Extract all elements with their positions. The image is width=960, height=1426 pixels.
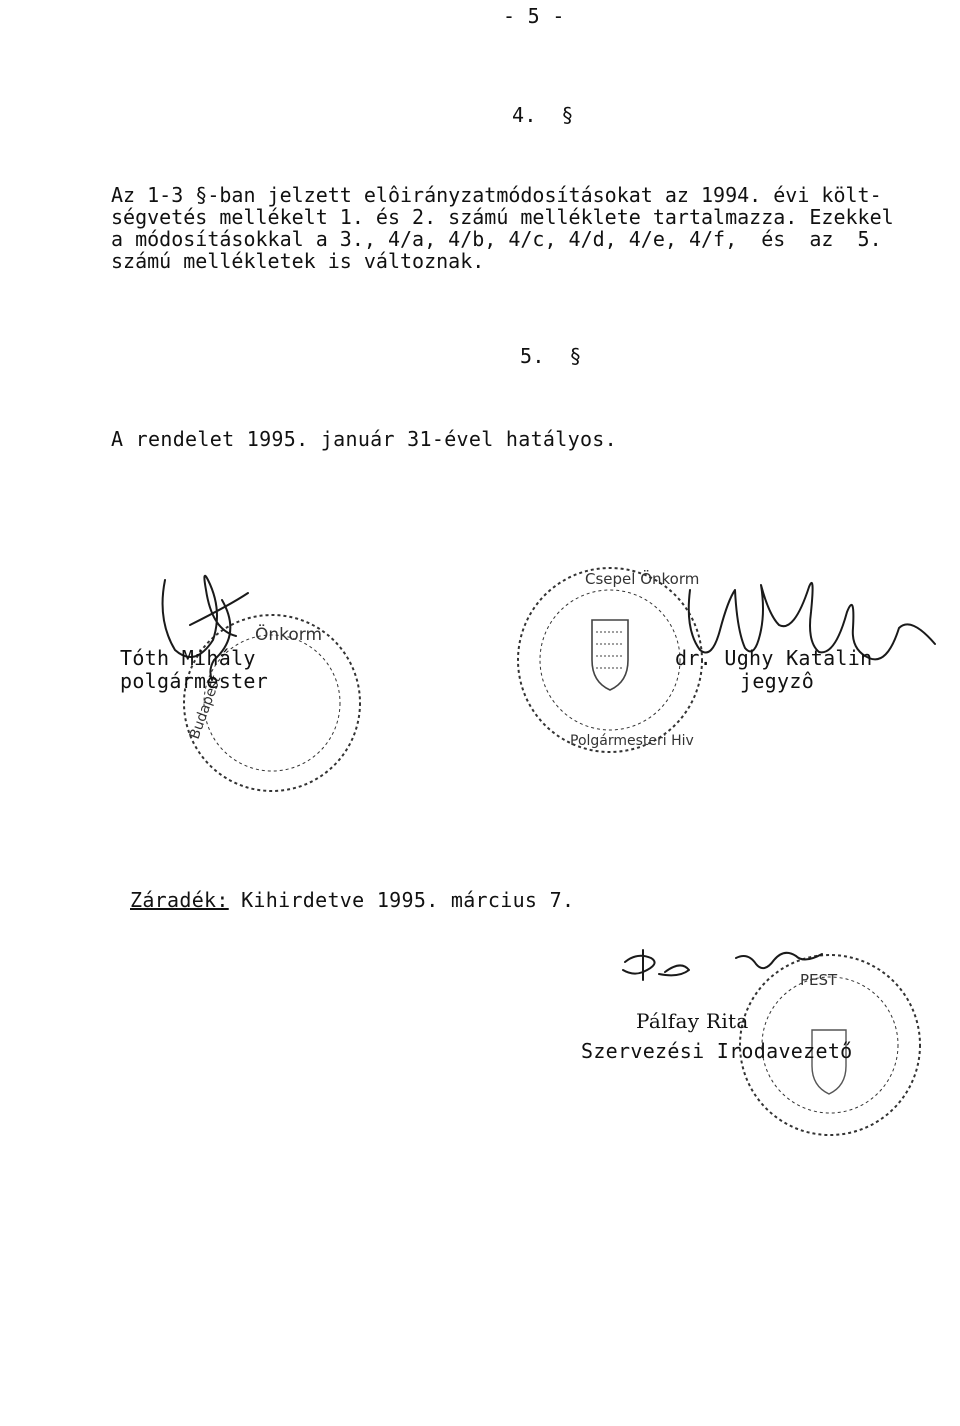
svg-text:PEST: PEST xyxy=(800,971,838,989)
clause-label: Záradék: xyxy=(130,888,229,912)
section-4-line-4: számú mellékletek is változnak. xyxy=(111,249,485,273)
mayor-title: polgármester xyxy=(120,669,269,693)
svg-text:Polgármesteri Hiv: Polgármesteri Hiv xyxy=(570,733,694,749)
section-5-body: A rendelet 1995. január 31-ével hatályos. xyxy=(111,427,617,451)
clause-text: Kihirdetve 1995. március 7. xyxy=(228,888,575,912)
svg-text:Budapest: Budapest xyxy=(186,673,225,742)
clause-line xyxy=(130,889,574,911)
section-4-heading: 4. § xyxy=(512,103,574,127)
section-4-line-2: ségvetés mellékelt 1. és 2. számú melléklete tartalmazza. Ezekkel xyxy=(111,205,894,229)
bottom-signature xyxy=(623,950,822,980)
section-4-line-3: a módosításokkal a 3., 4/a, 4/b, 4/c, 4/d, 4/e, 4/f, és az 5. xyxy=(111,227,882,251)
notary-title: jegyzô xyxy=(740,669,815,693)
left-official-stamp xyxy=(184,615,360,791)
mayor-name: Tóth Mihály xyxy=(120,646,256,670)
office-head-name: Pálfay Rita xyxy=(636,1009,749,1033)
section-4-line-1: Az 1-3 §-ban jelzett elôirányzatmódosításokat az 1994. évi költ- xyxy=(111,183,882,207)
notary-name: dr. Ughy Katalin xyxy=(675,646,873,670)
office-head-title: Szervezési Irodavezető xyxy=(581,1039,853,1063)
section-5-heading: 5. § xyxy=(520,344,582,368)
page-number: - 5 - xyxy=(503,4,565,28)
svg-text:Önkorm: Önkorm xyxy=(255,625,323,645)
middle-stamp-coat-of-arms-icon xyxy=(592,620,628,690)
svg-text:Csepel Önkorm: Csepel Önkorm xyxy=(585,570,700,588)
